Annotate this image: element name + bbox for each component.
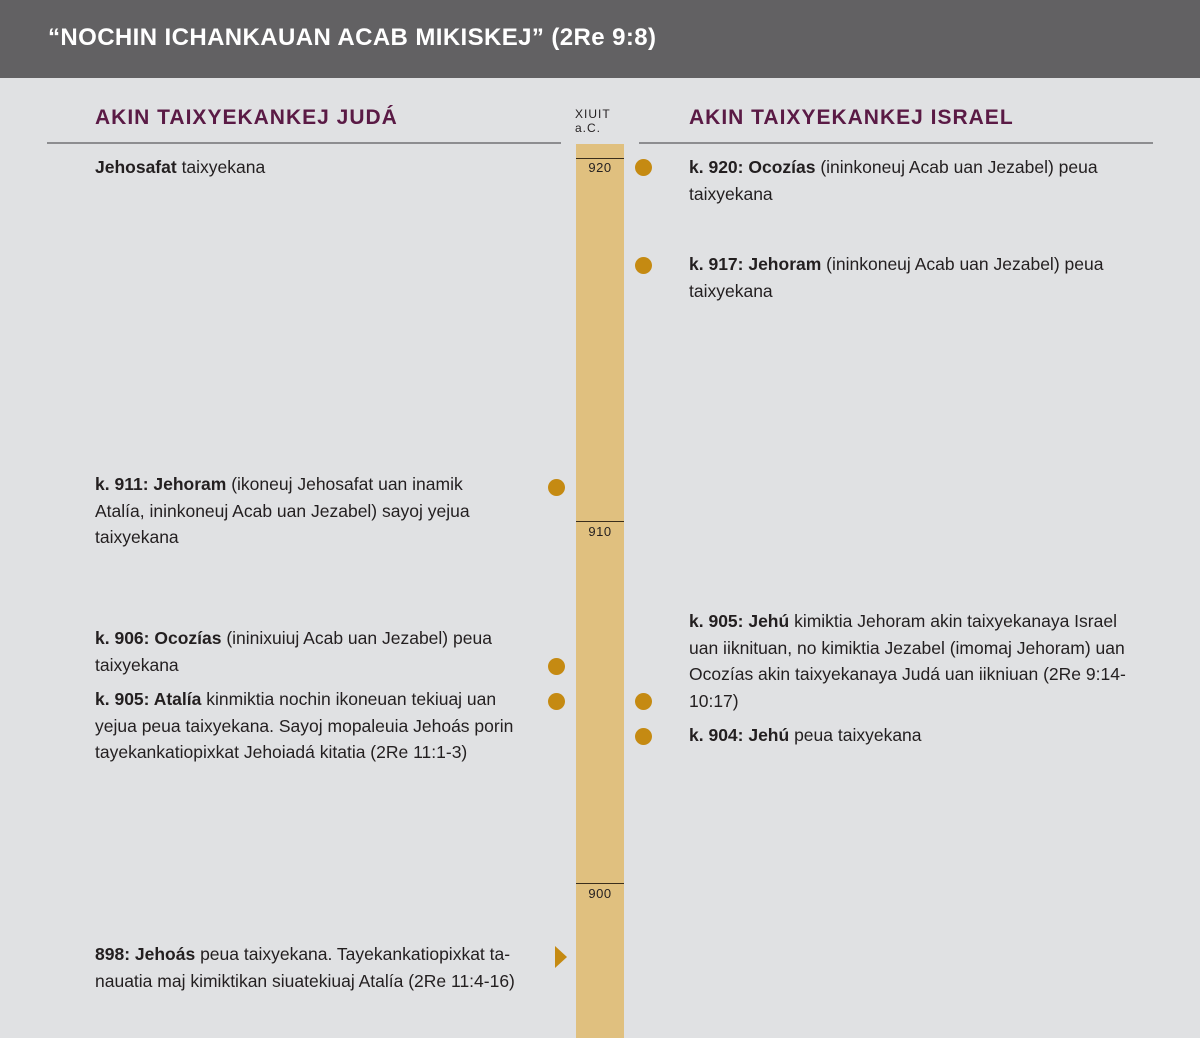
dot-icon: [635, 728, 652, 745]
dot-icon: [548, 658, 565, 675]
israel-event-text: kimiktia Jehoram akin taixyekanaya Israel uan iiknituan, no kimiktia Jezabel (imomaj Jehoram) uan Ocozías akin taixyekanaya Judá uan iikniuan (2Re 9:14-10:17): [689, 611, 1126, 711]
timeline-tick-label: 910: [588, 524, 612, 539]
israel-event: [689, 154, 1129, 207]
israel-event-title: k. 920: Ocozías: [689, 157, 816, 177]
juda-event-text: kinmiktia nochin ikoneuan tekiuaj uan yejua peua taixyekana. Sayoj mopaleuia Jehoás porin tayekankatiopixkat Jehoiadá kitatia (2Re 11:1-3): [95, 689, 514, 762]
juda-column-heading: AKIN TAIXYEKANKEJ JUDÁ: [95, 106, 398, 129]
title-banner: [0, 0, 1200, 78]
juda-event-text: peua taixyekana. Tayekankatiopixkat ta-nauatia maj kimiktikan siuatekiuaj Atalía (2Re 11:4-16): [95, 944, 515, 991]
juda-event-text: (ikoneuj Jehosafat uan inamik Atalía, ininkoneuj Acab uan Jezabel) sayoj yejua taixyekana: [95, 474, 470, 547]
israel-heading-divider: [639, 142, 1153, 144]
juda-event-title: k. 911: Jehoram: [95, 474, 227, 494]
juda-event-text: taixyekana: [176, 157, 266, 177]
israel-event-text: (ininkoneuj Acab uan Jezabel) peua taixyekana: [689, 254, 1104, 301]
juda-event-title: k. 905: Atalía: [95, 689, 202, 709]
dot-icon: [635, 159, 652, 176]
israel-event: [689, 722, 1144, 749]
timeline-tick-label: 900: [588, 886, 612, 901]
timeline-tick: [576, 883, 624, 884]
years-heading-era: a.C.: [575, 121, 602, 135]
israel-event-title: k. 904: Jehú: [689, 725, 790, 745]
timeline-tick: [576, 158, 624, 159]
juda-event-title: k. 906: Ocozías: [95, 628, 222, 648]
dot-icon: [635, 693, 652, 710]
juda-event: [95, 625, 515, 678]
israel-event: [689, 608, 1144, 714]
arrow-icon: [555, 946, 567, 968]
juda-event: [95, 941, 540, 994]
juda-event: [95, 154, 555, 181]
juda-event: [95, 686, 515, 766]
israel-event-text: peua taixyekana: [789, 725, 922, 745]
juda-event-title: 898: Jehoás: [95, 944, 196, 964]
dot-icon: [548, 479, 565, 496]
juda-event-text: (ininixuiuj Acab uan Jezabel) peua taixyekana: [95, 628, 492, 675]
israel-event: [689, 251, 1129, 304]
page-title: “NOCHIN ICHANKAUAN ACAB MIKISKEJ” (2Re 9:8): [48, 24, 657, 51]
juda-heading-divider: [47, 142, 561, 144]
timeline-tick-label: 920: [588, 160, 612, 175]
timeline-bar: [576, 144, 624, 1038]
dot-icon: [548, 693, 565, 710]
israel-event-title: k. 917: Jehoram: [689, 254, 822, 274]
timeline-tick: [576, 521, 624, 522]
israel-event-title: k. 905: Jehú: [689, 611, 790, 631]
israel-event-text: (ininkoneuj Acab uan Jezabel) peua taixyekana: [689, 157, 1098, 204]
years-heading: [575, 107, 625, 135]
dot-icon: [635, 257, 652, 274]
juda-event-title: Jehosafat: [95, 157, 177, 177]
years-heading-label: XIUIT: [575, 107, 611, 121]
israel-column-heading: AKIN TAIXYEKANKEJ ISRAEL: [689, 106, 1014, 129]
juda-event: [95, 471, 515, 551]
